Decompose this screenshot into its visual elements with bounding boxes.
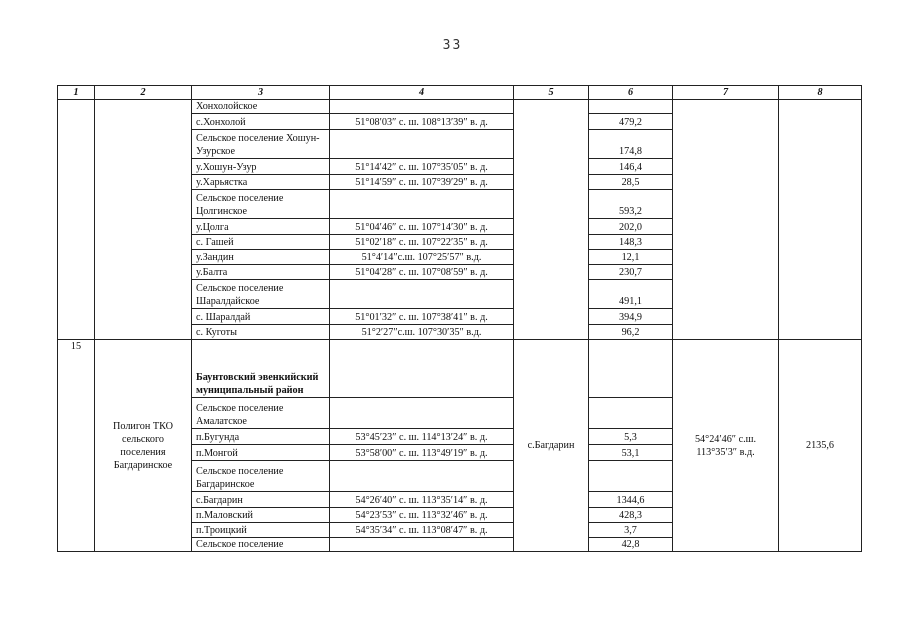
settlement-coords-cell: 54°35′34″ с. ш. 113°08′47″ в. д. [330,523,514,538]
settlement-name-cell: у.Харьястка [192,175,330,190]
header-cell: 6 [589,86,673,100]
page-number: 33 [442,38,463,53]
facility-location-cell [673,100,779,340]
settlement-coords-cell: 53°45′23″ с. ш. 114°13′24″ в. д. [330,429,514,445]
settlement-coords-cell [330,461,514,492]
value-cell: 146,4 [589,159,673,175]
settlement-name-cell: п.Маловский [192,508,330,523]
settlement-coords-cell: 51°4′14″с.ш. 107°25′57″ в.д. [330,250,514,265]
table-header-row [58,86,862,100]
value-cell: 12,1 [589,250,673,265]
value-cell: 148,3 [589,235,673,250]
settlement-coords-cell: 53°58′00″ с. ш. 113°49′19″ в. д. [330,445,514,461]
value-cell: 428,3 [589,508,673,523]
value-cell: 479,2 [589,114,673,130]
value-cell: 42,8 [589,538,673,552]
header-cell: 8 [779,86,862,100]
facility-description-cell: Полигон ТКО сельского поселения Багдаринское [95,340,192,552]
header-cell: 3 [192,86,330,100]
settlement-name-cell: с.Багдарин [192,492,330,508]
header-cell: 2 [95,86,192,100]
settlement-name-cell: у.Зандин [192,250,330,265]
settlement-name-cell: Сельское поселение Цолгинское [192,190,330,219]
settlement-coords-cell: 51°08′03″ с. ш. 108°13′39″ в. д. [330,114,514,130]
settlement-name-cell: Сельское поселение [192,538,330,552]
settlement-name-cell: п.Бугунда [192,429,330,445]
facility-location-cell: 54°24′46″ с.ш. 113°35′3″ в.д. [673,340,779,552]
settlement-name-cell: Сельское поселение Амалатское [192,398,330,429]
value-cell: 5,3 [589,429,673,445]
header-cell: 7 [673,86,779,100]
settlement-coords-cell: 54°26′40″ с. ш. 113°35′14″ в. д. [330,492,514,508]
table-row [58,340,862,398]
settlement-name-cell: Сельское поселение Шаралдайское [192,280,330,309]
facility-total-cell: 2135,6 [779,340,862,552]
value-cell [589,100,673,114]
value-cell: 230,7 [589,265,673,280]
settlement-coords-cell [330,280,514,309]
settlement-coords-cell [330,340,514,398]
settlement-name-cell: с.Хонхолой [192,114,330,130]
value-cell: 28,5 [589,175,673,190]
row-number-cell: 15 [58,340,95,552]
value-cell: 174,8 [589,130,673,159]
value-cell: 1344,6 [589,492,673,508]
settlement-coords-cell [330,130,514,159]
header-cell: 4 [330,86,514,100]
table-row [58,100,862,114]
settlement-name-cell: Сельское поселение Хошун-Узурское [192,130,330,159]
value-cell: 491,1 [589,280,673,309]
settlement-name-cell: с. Гашей [192,235,330,250]
settlements-table [57,85,862,552]
value-cell: 96,2 [589,325,673,340]
settlement-name-cell: п.Троицкий [192,523,330,538]
settlement-name-cell: Хонхолойское [192,100,330,114]
value-cell [589,461,673,492]
value-cell [589,398,673,429]
settlement-name-cell: у.Балта [192,265,330,280]
settlement-coords-cell: 51°14′59″ с. ш. 107°39′29″ в. д. [330,175,514,190]
settlement-coords-cell [330,100,514,114]
value-cell: 202,0 [589,219,673,235]
settlement-name-cell: с. Куготы [192,325,330,340]
settlement-name-cell: Баунтовский эвенкийский муниципальный район [192,340,330,398]
settlement-coords-cell: 51°04′46″ с. ш. 107°14′30″ в. д. [330,219,514,235]
settlement-coords-cell [330,538,514,552]
value-cell: 593,2 [589,190,673,219]
value-cell: 53,1 [589,445,673,461]
row-number-cell [58,100,95,340]
settlement-coords-cell: 54°23′53″ с. ш. 113°32′46″ в. д. [330,508,514,523]
settlement-served-cell: с.Багдарин [514,340,589,552]
header-cell: 1 [58,86,95,100]
settlement-coords-cell [330,398,514,429]
value-cell: 3,7 [589,523,673,538]
facility-description-cell [95,100,192,340]
settlement-name-cell: у.Хошун-Узур [192,159,330,175]
settlement-served-cell [514,100,589,340]
settlement-name-cell: с. Шаралдай [192,309,330,325]
settlement-coords-cell: 51°14′42″ с. ш. 107°35′05″ в. д. [330,159,514,175]
settlement-coords-cell: 51°04′28″ с. ш. 107°08′59″ в. д. [330,265,514,280]
settlement-name-cell: у.Цолга [192,219,330,235]
value-cell: 394,9 [589,309,673,325]
header-cell: 5 [514,86,589,100]
settlement-coords-cell: 51°01′32″ с. ш. 107°38′41″ в. д. [330,309,514,325]
settlement-coords-cell: 51°02′18″ с. ш. 107°22′35″ в. д. [330,235,514,250]
value-cell [589,340,673,398]
settlement-coords-cell: 51°2′27″с.ш. 107°30′35″ в.д. [330,325,514,340]
settlement-coords-cell [330,190,514,219]
facility-total-cell [779,100,862,340]
settlement-name-cell: п.Монгой [192,445,330,461]
settlement-name-cell: Сельское поселение Багдаринское [192,461,330,492]
